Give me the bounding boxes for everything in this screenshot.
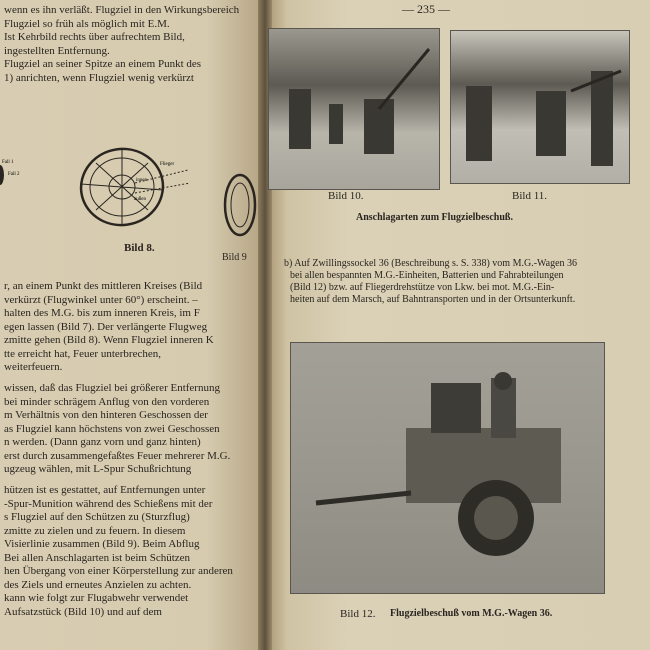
text-line: bei minder schrägem Anflug von den vorderen [4,395,210,408]
text-line: kann wie folgt zur Flugabwehr verwendet [4,592,189,604]
photo-bild-10 [268,28,440,190]
figure-8-diagram [0,130,258,240]
text-line: halten des M.G. bis zum inneren Kreis, im F [4,307,200,319]
bild-12-label: Bild 12. [340,608,376,620]
text-line: egen lassen (Bild 7). Der verlängerte Flugweg [4,320,208,333]
figure-9-caption: Bild 9 [222,252,247,263]
figure-label: Fall 1 [2,160,14,165]
text-line: tte erreicht hat, Feuer unterbrechen, [4,347,161,360]
text-line: as Flugziel kann höchstens von zwei Geschossen [4,422,220,435]
text-line: Flugziel an seiner Spitze an einem Punkt des [4,58,202,70]
text-line: s Flugziel auf den Schützen zu (Sturzflug) [4,511,190,523]
text-line: bei allen bespannten M.G.-Einheiten, Batterien und Fahrabteilungen [290,270,564,281]
text-line: zmitte gehen (Bild 8). Wenn Flugziel inneren K [4,334,214,346]
photo-bild-12 [290,342,605,594]
right-page [272,0,650,650]
text-line: hen Übergang von einer Körperstellung zur anderen [4,565,233,577]
text-line: ugzeug wählen, mit L-Spur Schußrichtung [4,463,192,475]
text-line: 1) anrichten, wenn Flugziel wenig verkürzt [4,71,194,84]
bild-11-caption: Bild 11. [512,190,548,202]
text-line: des Ziels und erneutes Anzielen zu achten. [4,578,192,591]
photo-bild-11 [450,30,630,184]
bild-10-caption: Bild 10. [328,190,364,202]
text-line: verkürzt (Flugwinkel unter 60°) erscheint. – [4,293,198,306]
text-line: Flugziel so früh als möglich mit E.M. [4,17,170,30]
text-line: Visierlinie zusammen (Bild 9). Beim Abflug [4,538,200,550]
text-block-bottom [4,484,254,619]
figure-label: Flieger [160,162,175,167]
text-line: wissen, daß das Flugziel bei größerer Entfernung [4,382,220,394]
text-line: b) Auf Zwillingssockel 36 (Beschreibung s. S. 338) vom M.G.-Wagen 36 [284,258,578,269]
text-line: heiten auf dem Marsch, auf Bahntransporten und in der Ortsunterkunft. [290,294,576,305]
text-line: r, an einem Punkt des mittleren Kreises (Bild [4,280,203,292]
figure-label: innen [136,178,148,183]
text-line: zmitte zu zielen und zu feuern. In diesem [4,524,186,537]
text-line: Aufsatzstück (Bild 10) und auf dem [4,605,162,618]
text-line: m Verhältnis von den hinteren Geschossen der [4,409,208,421]
text-line: erst durch zusammengefaßtes Feuer mehrerer M.G. [4,449,231,462]
text-line: hützen ist es gestattet, auf Entfernungen unter [4,484,206,496]
bild-12-title: Flugzielbeschuß vom M.G.-Wagen 36. [390,608,553,619]
section-heading: Anschlagarten zum Flugzielbeschuß. [356,212,513,223]
text-block-top [4,4,254,85]
text-line: wenn es ihn verläßt. Flugziel in den Wirkungsbereich [4,4,240,16]
page-number: — 235 — [402,2,450,16]
left-page [0,0,258,650]
text-line: Ist Kehrbild rechts über aufrechtem Bild, [4,31,185,43]
text-line: n werden. (Dann ganz vorn und ganz hinten) [4,436,201,448]
text-line: (Bild 12) bzw. auf Fliegerdrehstütze von Lkw. bei mot. M.G.-Ein- [290,282,555,293]
figure-label: Fall 2 [8,172,20,177]
figure-label: außen [134,197,146,202]
text-block-lower [4,382,254,477]
text-line: weiterfeuern. [4,361,63,373]
text-line: ingestellten Entfernung. [4,44,110,57]
text-line: -Spur-Munition während des Schießens mit der [4,497,213,510]
text-line: Bei allen Anschlagarten ist beim Schützen [4,551,191,564]
figure-8-caption: Bild 8. [124,242,155,254]
text-block-middle [4,280,254,375]
